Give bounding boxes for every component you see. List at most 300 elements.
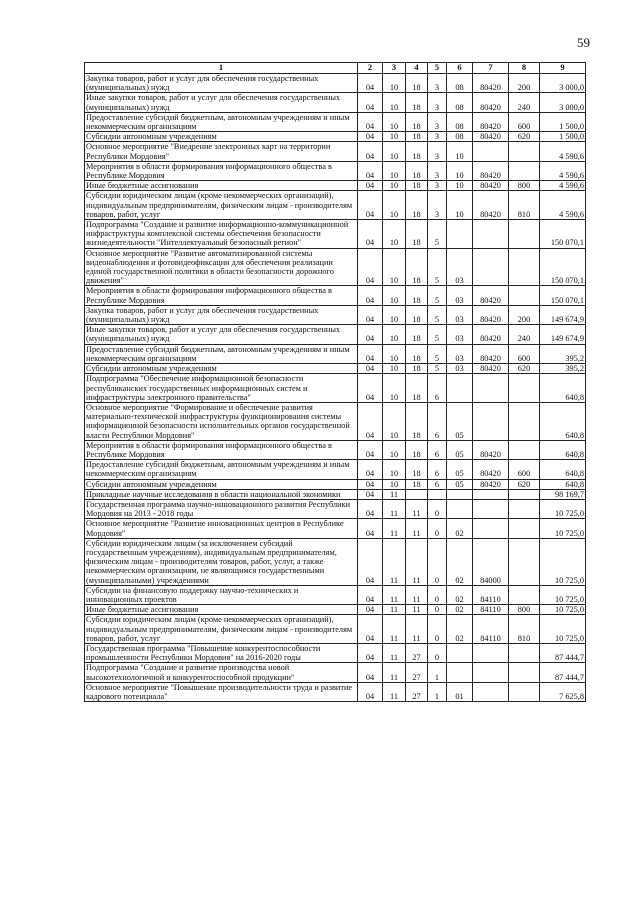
expense-type-cell <box>509 374 540 403</box>
program-code-cell: 18 <box>406 248 428 286</box>
program-code-cell: 27 <box>406 682 428 701</box>
amount-cell: 10 725,0 <box>540 585 586 604</box>
table-row <box>85 460 586 479</box>
subsection-code-cell: 10 <box>383 325 406 344</box>
subsection-code-cell: 10 <box>383 402 406 440</box>
table-row <box>85 402 586 440</box>
subprogram-code-cell: 0 <box>428 519 447 538</box>
section-code-cell: 04 <box>358 161 383 180</box>
amount-cell: 4 590,6 <box>540 191 586 220</box>
subprogram-code-cell: 3 <box>428 181 447 191</box>
subsection-code-cell: 11 <box>383 499 406 518</box>
table-row <box>85 191 586 220</box>
subsection-code-cell: 10 <box>383 248 406 286</box>
section-code-cell: 04 <box>358 132 383 142</box>
event-code-cell: 10 <box>447 142 473 161</box>
section-code-cell: 04 <box>358 402 383 440</box>
expense-type-cell: 800 <box>509 605 540 615</box>
table-row <box>85 181 586 191</box>
event-code-cell <box>447 499 473 518</box>
program-code-cell: 11 <box>406 585 428 604</box>
direction-code-cell: 84000 <box>473 538 509 585</box>
amount-cell: 4 590,6 <box>540 161 586 180</box>
expense-type-cell <box>509 161 540 180</box>
amount-cell: 150 070,1 <box>540 248 586 286</box>
direction-code-cell <box>473 220 509 249</box>
program-code-cell: 18 <box>406 132 428 142</box>
amount-cell: 640,8 <box>540 440 586 459</box>
section-code-cell: 04 <box>358 460 383 479</box>
row-name-cell: Закупка товаров, работ и услуг для обеспечения государственных (муниципальных) нужд <box>85 305 358 324</box>
column-header: 8 <box>509 63 540 74</box>
row-name-cell: Основное мероприятие "Развитие инновационных центров в Республике Мордовия" <box>85 519 358 538</box>
subsection-code-cell: 10 <box>383 364 406 374</box>
section-code-cell: 04 <box>358 325 383 344</box>
direction-code-cell: 80420 <box>473 364 509 374</box>
direction-code-cell <box>473 519 509 538</box>
expense-type-cell: 600 <box>509 460 540 479</box>
section-code-cell: 04 <box>358 643 383 662</box>
event-code-cell: 05 <box>447 440 473 459</box>
program-code-cell: 27 <box>406 643 428 662</box>
subprogram-code-cell: 6 <box>428 402 447 440</box>
subsection-code-cell: 11 <box>383 605 406 615</box>
row-name-cell: Субсидии автономным учреждениям <box>85 364 358 374</box>
event-code-cell <box>447 489 473 499</box>
table-row <box>85 74 586 93</box>
subsection-code-cell: 10 <box>383 305 406 324</box>
event-code-cell: 03 <box>447 248 473 286</box>
direction-code-cell <box>473 682 509 701</box>
table-row <box>85 682 586 701</box>
subprogram-code-cell: 3 <box>428 112 447 131</box>
event-code-cell: 08 <box>447 132 473 142</box>
event-code-cell: 08 <box>447 74 473 93</box>
expense-type-cell: 600 <box>509 344 540 363</box>
expense-type-cell <box>509 489 540 499</box>
expense-type-cell <box>509 248 540 286</box>
direction-code-cell <box>473 489 509 499</box>
direction-code-cell: 80420 <box>473 440 509 459</box>
subsection-code-cell: 11 <box>383 538 406 585</box>
event-code-cell: 10 <box>447 191 473 220</box>
event-code-cell: 10 <box>447 161 473 180</box>
table-row <box>85 519 586 538</box>
subsection-code-cell: 11 <box>383 643 406 662</box>
program-code-cell: 18 <box>406 344 428 363</box>
column-header: 7 <box>473 63 509 74</box>
section-code-cell: 04 <box>358 220 383 249</box>
program-code-cell: 18 <box>406 325 428 344</box>
row-name-cell: Закупка товаров, работ и услуг для обеспечения государственных (муниципальных) нужд <box>85 74 358 93</box>
expense-type-cell: 620 <box>509 132 540 142</box>
section-code-cell: 04 <box>358 538 383 585</box>
subprogram-code-cell: 1 <box>428 663 447 682</box>
subprogram-code-cell: 6 <box>428 460 447 479</box>
program-code-cell: 18 <box>406 440 428 459</box>
amount-cell: 10 725,0 <box>540 499 586 518</box>
amount-cell: 10 725,0 <box>540 519 586 538</box>
event-code-cell: 03 <box>447 305 473 324</box>
table-row <box>85 585 586 604</box>
expense-type-cell: 200 <box>509 305 540 324</box>
row-name-cell: Подпрограмма "Создание и развитие информационно-коммуникационной инфраструктуры комплексной системы обеспечения безопасности жизнедеятельности "Интеллектуальный безопасный регион" <box>85 220 358 249</box>
subsection-code-cell: 10 <box>383 142 406 161</box>
table-row <box>85 248 586 286</box>
row-name-cell: Основное мероприятие "Внедрение электронных карт на территории Республики Мордовия" <box>85 142 358 161</box>
event-code-cell: 02 <box>447 585 473 604</box>
program-code-cell: 11 <box>406 615 428 644</box>
subsection-code-cell: 10 <box>383 374 406 403</box>
program-code-cell: 11 <box>406 605 428 615</box>
subsection-code-cell: 10 <box>383 74 406 93</box>
row-name-cell: Субсидии автономным учреждениям <box>85 132 358 142</box>
subprogram-code-cell: 3 <box>428 74 447 93</box>
expense-type-cell <box>509 663 540 682</box>
direction-code-cell <box>473 142 509 161</box>
event-code-cell: 02 <box>447 519 473 538</box>
column-header: 5 <box>428 63 447 74</box>
table-row <box>85 325 586 344</box>
subsection-code-cell: 11 <box>383 519 406 538</box>
subsection-code-cell: 10 <box>383 161 406 180</box>
expense-type-cell <box>509 402 540 440</box>
row-name-cell: Иные бюджетные ассигнования <box>85 605 358 615</box>
event-code-cell: 03 <box>447 364 473 374</box>
subprogram-code-cell: 6 <box>428 479 447 489</box>
event-code-cell: 01 <box>447 682 473 701</box>
expense-type-cell <box>509 538 540 585</box>
subprogram-code-cell: 3 <box>428 142 447 161</box>
header-row <box>85 63 586 74</box>
row-name-cell: Мероприятия в области формирования информационного общества в Республике Мордовия <box>85 286 358 305</box>
table-row <box>85 489 586 499</box>
program-code-cell: 18 <box>406 479 428 489</box>
row-name-cell: Субсидии юридическим лицам (кроме некоммерческих организаций), индивидуальным предпринимателям, физическим лицам - производителям товаров, работ, услуг <box>85 191 358 220</box>
subprogram-code-cell: 5 <box>428 364 447 374</box>
subsection-code-cell: 11 <box>383 682 406 701</box>
expense-type-cell <box>509 519 540 538</box>
program-code-cell: 18 <box>406 460 428 479</box>
row-name-cell: Подпрограмма "Обеспечение информационной безопасности республиканских государственных информационных систем и инфраструктуры электронного правительства" <box>85 374 358 403</box>
expense-type-cell: 620 <box>509 479 540 489</box>
table-row <box>85 538 586 585</box>
amount-cell: 150 070,1 <box>540 220 586 249</box>
program-code-cell: 11 <box>406 519 428 538</box>
program-code-cell: 18 <box>406 220 428 249</box>
amount-cell: 98 169,7 <box>540 489 586 499</box>
section-code-cell: 04 <box>358 663 383 682</box>
section-code-cell: 04 <box>358 181 383 191</box>
event-code-cell: 02 <box>447 615 473 644</box>
subsection-code-cell: 11 <box>383 615 406 644</box>
expense-type-cell <box>509 643 540 662</box>
subprogram-code-cell: 0 <box>428 643 447 662</box>
direction-code-cell: 80420 <box>473 132 509 142</box>
program-code-cell: 18 <box>406 374 428 403</box>
row-name-cell: Субсидии автономным учреждениям <box>85 479 358 489</box>
program-code-cell: 27 <box>406 663 428 682</box>
subprogram-code-cell: 0 <box>428 499 447 518</box>
event-code-cell: 03 <box>447 286 473 305</box>
amount-cell: 87 444,7 <box>540 663 586 682</box>
amount-cell: 149 674,9 <box>540 305 586 324</box>
program-code-cell: 18 <box>406 93 428 112</box>
expense-type-cell: 810 <box>509 615 540 644</box>
direction-code-cell: 80420 <box>473 112 509 131</box>
section-code-cell: 04 <box>358 344 383 363</box>
program-code-cell: 18 <box>406 364 428 374</box>
direction-code-cell: 80420 <box>473 479 509 489</box>
event-code-cell: 02 <box>447 538 473 585</box>
row-name-cell: Основное мероприятие "Развитие автоматизированной системы видеонаблюдения и фотовидеофиксации для обеспечения реализации единой государственной политики в области безопасности дорожного движения" <box>85 248 358 286</box>
event-code-cell: 03 <box>447 344 473 363</box>
expense-type-cell: 240 <box>509 325 540 344</box>
section-code-cell: 04 <box>358 286 383 305</box>
page-number: 59 <box>577 35 590 50</box>
column-header: 3 <box>383 63 406 74</box>
direction-code-cell: 80420 <box>473 93 509 112</box>
program-code-cell <box>406 489 428 499</box>
amount-cell: 10 725,0 <box>540 538 586 585</box>
subsection-code-cell: 10 <box>383 93 406 112</box>
subprogram-code-cell: 3 <box>428 132 447 142</box>
subsection-code-cell: 10 <box>383 460 406 479</box>
section-code-cell: 04 <box>358 489 383 499</box>
program-code-cell: 11 <box>406 499 428 518</box>
subprogram-code-cell: 5 <box>428 220 447 249</box>
amount-cell: 87 444,7 <box>540 643 586 662</box>
program-code-cell: 18 <box>406 142 428 161</box>
expense-type-cell <box>509 286 540 305</box>
subprogram-code-cell <box>428 489 447 499</box>
subprogram-code-cell: 0 <box>428 605 447 615</box>
subsection-code-cell: 11 <box>383 663 406 682</box>
program-code-cell: 18 <box>406 402 428 440</box>
expense-type-cell: 800 <box>509 181 540 191</box>
event-code-cell: 02 <box>447 605 473 615</box>
amount-cell: 4 590,6 <box>540 181 586 191</box>
section-code-cell: 04 <box>358 93 383 112</box>
subsection-code-cell: 10 <box>383 479 406 489</box>
program-code-cell: 18 <box>406 305 428 324</box>
direction-code-cell <box>473 663 509 682</box>
row-name-cell: Субсидии юридическим лицам (кроме некоммерческих организаций), индивидуальным предпринимателям, физическим лицам - производителям товаров, работ, услуг <box>85 615 358 644</box>
amount-cell: 3 000,0 <box>540 93 586 112</box>
row-name-cell: Основное мероприятие "Повышение производительности труда и развитие кадрового потенциала" <box>85 682 358 701</box>
expense-type-cell <box>509 220 540 249</box>
section-code-cell: 04 <box>358 605 383 615</box>
direction-code-cell: 80420 <box>473 191 509 220</box>
program-code-cell: 18 <box>406 161 428 180</box>
direction-code-cell: 80420 <box>473 305 509 324</box>
table-row <box>85 220 586 249</box>
row-name-cell: Государственная программа научно-инновационного развития Республики Мордовия на 2013 - 2018 годы <box>85 499 358 518</box>
event-code-cell <box>447 220 473 249</box>
amount-cell: 3 000,0 <box>540 74 586 93</box>
subprogram-code-cell: 6 <box>428 440 447 459</box>
subprogram-code-cell: 0 <box>428 585 447 604</box>
event-code-cell: 10 <box>447 181 473 191</box>
amount-cell: 150 070,1 <box>540 286 586 305</box>
row-name-cell: Прикладные научные исследования в области национальной экономики <box>85 489 358 499</box>
amount-cell: 640,8 <box>540 374 586 403</box>
section-code-cell: 04 <box>358 499 383 518</box>
event-code-cell: 05 <box>447 460 473 479</box>
table-row <box>85 286 586 305</box>
amount-cell: 7 625,8 <box>540 682 586 701</box>
column-header: 6 <box>447 63 473 74</box>
event-code-cell: 03 <box>447 325 473 344</box>
subprogram-code-cell: 1 <box>428 682 447 701</box>
subprogram-code-cell: 6 <box>428 374 447 403</box>
subprogram-code-cell: 5 <box>428 248 447 286</box>
expense-type-cell: 200 <box>509 74 540 93</box>
row-name-cell: Мероприятия в области формирования информационного общества в Республике Мордовия <box>85 161 358 180</box>
section-code-cell: 04 <box>358 142 383 161</box>
subprogram-code-cell: 3 <box>428 191 447 220</box>
amount-cell: 395,2 <box>540 344 586 363</box>
subsection-code-cell: 10 <box>383 112 406 131</box>
table-row <box>85 344 586 363</box>
table-row <box>85 364 586 374</box>
subprogram-code-cell: 5 <box>428 325 447 344</box>
event-code-cell <box>447 663 473 682</box>
event-code-cell: 08 <box>447 93 473 112</box>
direction-code-cell <box>473 248 509 286</box>
direction-code-cell: 84110 <box>473 585 509 604</box>
row-name-cell: Субсидии юридическим лицам (за исключением субсидий государственным учреждениям), индивидуальным предпринимателям, физическим лицам - производителям товаров, работ, услуг, а также некоммерческим организациям, не являющимся государственными (муниципальными) учреждениями <box>85 538 358 585</box>
section-code-cell: 04 <box>358 191 383 220</box>
table-row <box>85 132 586 142</box>
row-name-cell: Иные закупки товаров, работ и услуг для обеспечения государственных (муниципальных) нужд <box>85 325 358 344</box>
row-name-cell: Предоставление субсидий бюджетным, автономным учреждениям и иным некоммерческим организациям <box>85 344 358 363</box>
amount-cell: 1 500,0 <box>540 112 586 131</box>
direction-code-cell: 80420 <box>473 74 509 93</box>
column-header: 4 <box>406 63 428 74</box>
program-code-cell: 18 <box>406 191 428 220</box>
table-row <box>85 93 586 112</box>
column-header: 2 <box>358 63 383 74</box>
direction-code-cell: 80420 <box>473 344 509 363</box>
expense-type-cell: 620 <box>509 364 540 374</box>
amount-cell: 640,8 <box>540 479 586 489</box>
section-code-cell: 04 <box>358 585 383 604</box>
direction-code-cell: 80420 <box>473 286 509 305</box>
amount-cell: 640,8 <box>540 402 586 440</box>
subprogram-code-cell: 3 <box>428 161 447 180</box>
amount-cell: 10 725,0 <box>540 605 586 615</box>
section-code-cell: 04 <box>358 519 383 538</box>
event-code-cell: 08 <box>447 112 473 131</box>
subsection-code-cell: 11 <box>383 489 406 499</box>
expense-type-cell <box>509 585 540 604</box>
table-row <box>85 112 586 131</box>
subprogram-code-cell: 3 <box>428 93 447 112</box>
expense-type-cell: 600 <box>509 112 540 131</box>
program-code-cell: 18 <box>406 112 428 131</box>
direction-code-cell <box>473 499 509 518</box>
section-code-cell: 04 <box>358 479 383 489</box>
subsection-code-cell: 10 <box>383 440 406 459</box>
event-code-cell <box>447 643 473 662</box>
section-code-cell: 04 <box>358 74 383 93</box>
direction-code-cell: 80420 <box>473 161 509 180</box>
direction-code-cell <box>473 402 509 440</box>
row-name-cell: Основное мероприятие "Формирование и обеспечение развития материально-технической инфраструктуры функционирования системы информационной безопасности исполнительных органов государственной власти Республики Мордовия" <box>85 402 358 440</box>
row-name-cell: Предоставление субсидий бюджетным, автономным учреждениям и иным некоммерческим организациям <box>85 112 358 131</box>
amount-cell: 149 674,9 <box>540 325 586 344</box>
expense-type-cell <box>509 142 540 161</box>
amount-cell: 10 725,0 <box>540 615 586 644</box>
direction-code-cell: 80420 <box>473 181 509 191</box>
subprogram-code-cell: 5 <box>428 305 447 324</box>
row-name-cell: Иные закупки товаров, работ и услуг для обеспечения государственных (муниципальных) нужд <box>85 93 358 112</box>
direction-code-cell: 84110 <box>473 605 509 615</box>
amount-cell: 640,8 <box>540 460 586 479</box>
subprogram-code-cell: 0 <box>428 538 447 585</box>
subprogram-code-cell: 0 <box>428 615 447 644</box>
program-code-cell: 18 <box>406 74 428 93</box>
section-code-cell: 04 <box>358 248 383 286</box>
table-row <box>85 605 586 615</box>
section-code-cell: 04 <box>358 112 383 131</box>
direction-code-cell <box>473 374 509 403</box>
table-row <box>85 374 586 403</box>
row-name-cell: Государственная программа "Повышение конкурентоспособности промышленности Республики Мордовия" на 2016-2020 годы <box>85 643 358 662</box>
amount-cell: 395,2 <box>540 364 586 374</box>
amount-cell: 1 500,0 <box>540 132 586 142</box>
section-code-cell: 04 <box>358 374 383 403</box>
subsection-code-cell: 10 <box>383 191 406 220</box>
amount-cell: 4 590,6 <box>540 142 586 161</box>
program-code-cell: 11 <box>406 538 428 585</box>
subprogram-code-cell: 5 <box>428 344 447 363</box>
expense-type-cell <box>509 682 540 701</box>
expense-type-cell: 240 <box>509 93 540 112</box>
table-row <box>85 142 586 161</box>
section-code-cell: 04 <box>358 615 383 644</box>
subprogram-code-cell: 5 <box>428 286 447 305</box>
table-row <box>85 499 586 518</box>
section-code-cell: 04 <box>358 440 383 459</box>
subsection-code-cell: 10 <box>383 220 406 249</box>
column-header: 1 <box>85 63 358 74</box>
subsection-code-cell: 10 <box>383 132 406 142</box>
row-name-cell: Предоставление субсидий бюджетным, автономным учреждениям и иным некоммерческим организациям <box>85 460 358 479</box>
table-row <box>85 615 586 644</box>
subsection-code-cell: 10 <box>383 286 406 305</box>
row-name-cell: Мероприятия в области формирования информационного общества в Республике Мордовия <box>85 440 358 459</box>
table-row <box>85 305 586 324</box>
expense-type-cell <box>509 499 540 518</box>
table-row <box>85 161 586 180</box>
program-code-cell: 18 <box>406 286 428 305</box>
subsection-code-cell: 11 <box>383 585 406 604</box>
row-name-cell: Иные бюджетные ассигнования <box>85 181 358 191</box>
event-code-cell <box>447 374 473 403</box>
column-header: 9 <box>540 63 586 74</box>
table-row <box>85 440 586 459</box>
direction-code-cell <box>473 643 509 662</box>
section-code-cell: 04 <box>358 364 383 374</box>
direction-code-cell: 80420 <box>473 325 509 344</box>
row-name-cell: Субсидии на финансовую поддержку научно-технических и инновационных проектов <box>85 585 358 604</box>
expense-type-cell <box>509 440 540 459</box>
section-code-cell: 04 <box>358 682 383 701</box>
table-row <box>85 643 586 662</box>
subsection-code-cell: 10 <box>383 344 406 363</box>
